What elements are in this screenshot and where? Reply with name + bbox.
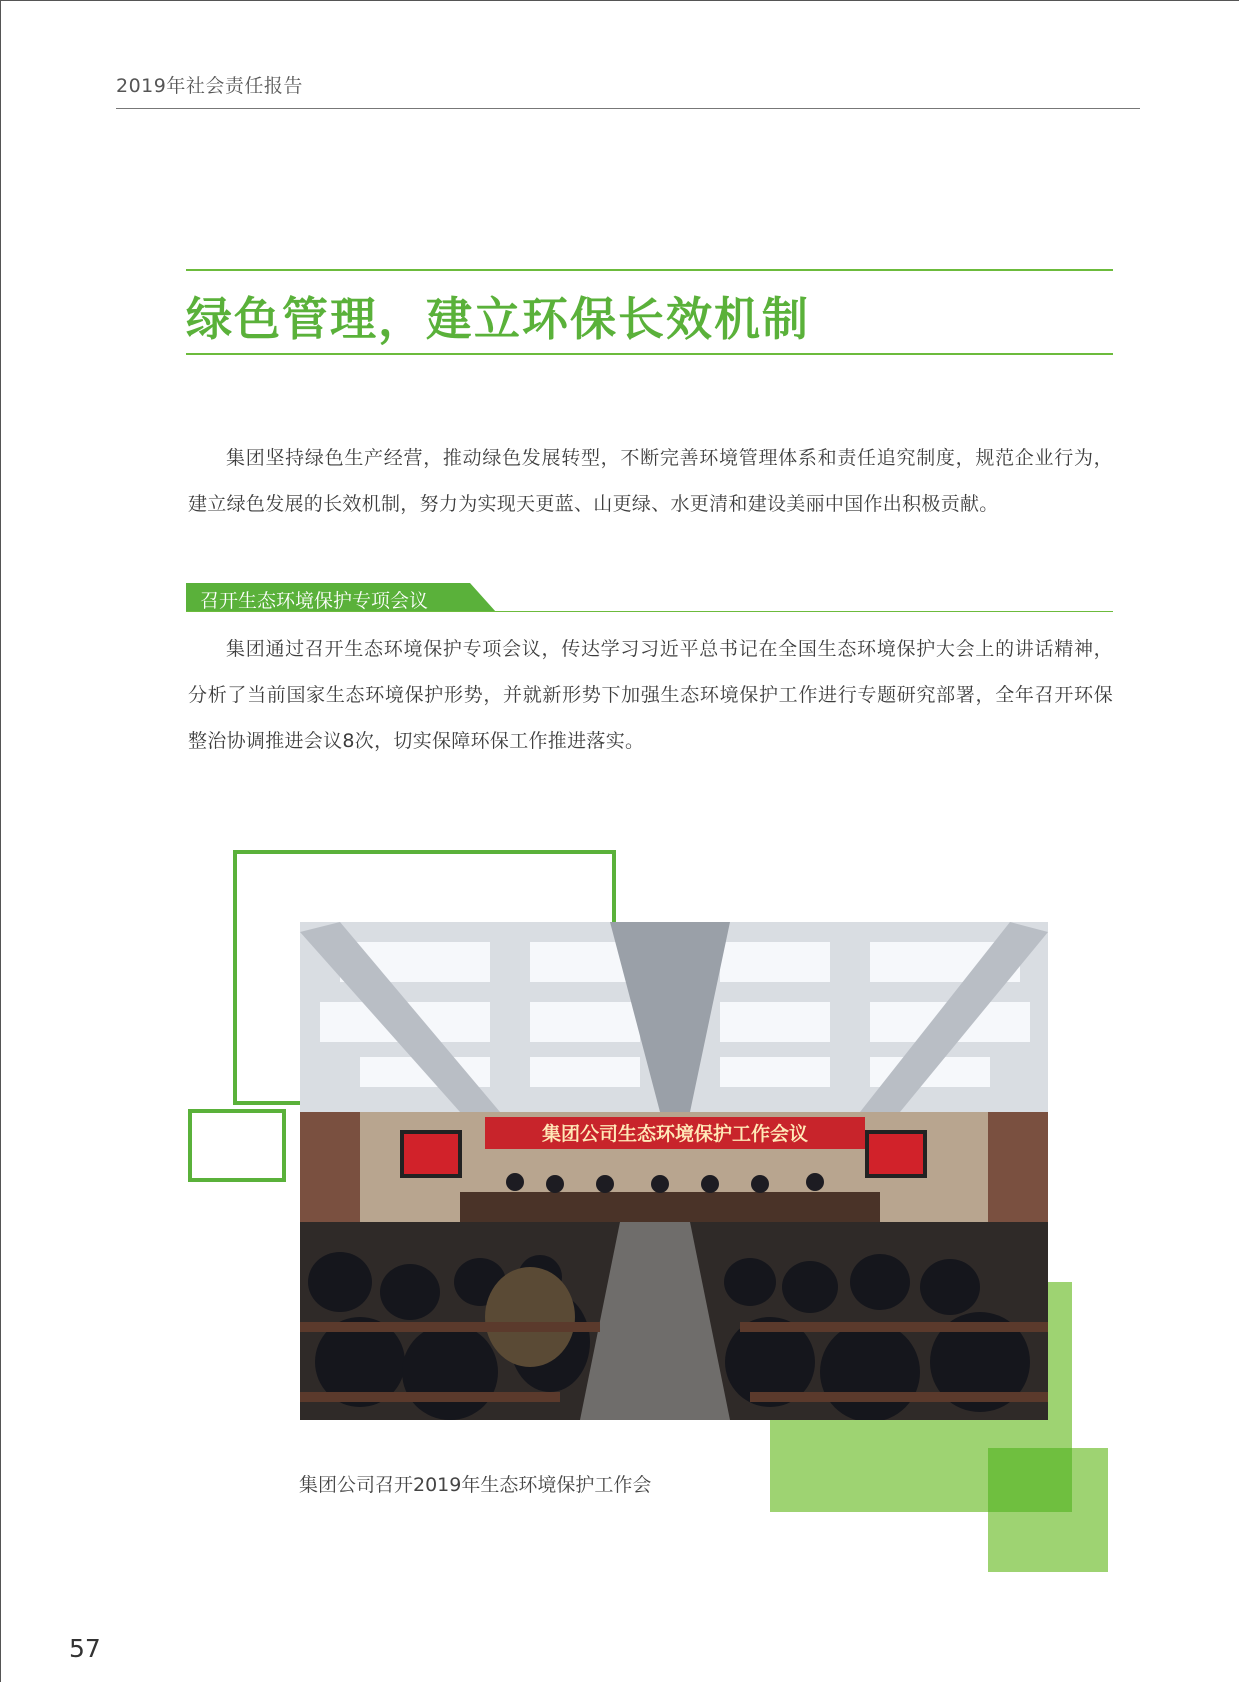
title-rule-top xyxy=(186,269,1113,271)
intro-paragraph: 集团坚持绿色生产经营，推动绿色发展转型，不断完善环境管理体系和责任追究制度，规范企业行为，建立绿色发展的长效机制，努力为实现天更蓝、山更绿、水更清和建设美丽中国作出积极贡献。 xyxy=(188,447,1113,515)
running-header: 2019年社会责任报告 xyxy=(116,75,303,97)
header-rule xyxy=(116,108,1140,109)
section-title: 绿色管理，建立环保长效机制 xyxy=(186,292,810,346)
photo-banner-text: 集团公司生态环境保护工作会议 xyxy=(541,1123,809,1145)
subheading-label: 召开生态环境保护专项会议 xyxy=(200,590,429,612)
decorative-block-overlap xyxy=(988,1448,1072,1512)
photo-caption: 集团公司召开2019年生态环境保护工作会 xyxy=(299,1474,652,1496)
decorative-frame-small xyxy=(188,1109,286,1182)
title-rule-bottom xyxy=(186,353,1113,355)
subsection-paragraph: 集团通过召开生态环境保护专项会议，传达学习习近平总书记在全国生态环境保护大会上的讲话精神，分析了当前国家生态环境保护形势，并就新形势下加强生态环境保护工作进行专题研究部署，全年召开环保整治协调推进会议8次，切实保障环保工作推进落实。 xyxy=(188,638,1113,752)
meeting-photo xyxy=(300,922,1048,1420)
page-number: 57 xyxy=(69,1634,101,1663)
